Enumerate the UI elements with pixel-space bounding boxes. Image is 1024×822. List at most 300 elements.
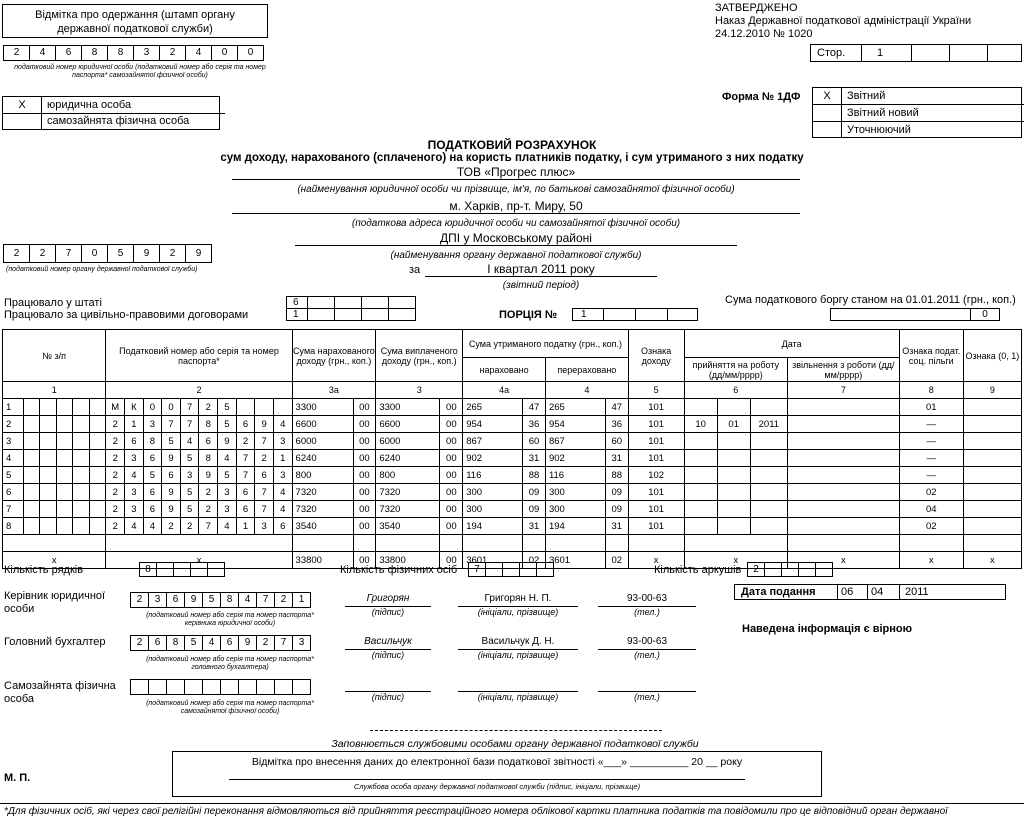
cell — [56, 450, 73, 467]
code-digit: 5 — [184, 635, 203, 651]
period-caption: (звітний період) — [502, 280, 580, 291]
income-sign: 101 — [628, 501, 684, 518]
withheld-accrued-kop: 09 — [523, 501, 546, 518]
total-x: x — [628, 552, 684, 569]
accrued-amount: 6000 — [292, 433, 353, 450]
withheld-paid: 116 — [545, 467, 605, 484]
sheets-box[interactable] — [748, 562, 833, 577]
row-number: 5 — [3, 467, 24, 484]
staff-box[interactable] — [286, 296, 416, 321]
id-digit: 1 — [125, 416, 144, 433]
col-w-accrued-index: 4а — [463, 382, 546, 399]
paid-kop: 00 — [440, 399, 463, 416]
code-digit: 2 — [256, 635, 275, 651]
portion-box[interactable] — [572, 308, 698, 321]
flag — [963, 518, 1021, 535]
col-id-header: Податковий номер або серія та номер паспорта* — [106, 330, 292, 382]
period-prefix: за — [409, 264, 421, 276]
official-fill-text: Заповнюється службовими особами органу державної податкової служби — [331, 738, 699, 750]
cell — [89, 518, 106, 535]
id-digit: 6 — [125, 433, 144, 450]
paid-kop: 00 — [440, 416, 463, 433]
code-digit[interactable] — [274, 679, 293, 695]
legal-entity-label: юридична особа — [41, 97, 225, 114]
accountant-code-caption: (податковий номер або серія та номер паспорта* головного бухгалтера) — [146, 656, 314, 671]
hire-day: 10 — [684, 416, 717, 433]
code-digit: 2 — [130, 635, 149, 651]
col-num-index: 1 — [3, 382, 106, 399]
fire-date — [787, 416, 899, 433]
self-code-caption: (податковий номер або серія та номер паспорта* самозайнятої фізичної особи) — [146, 700, 314, 715]
cell — [89, 467, 106, 484]
paid-amount: 3300 — [376, 399, 440, 416]
staff-label: Працювало у штаті — [4, 297, 102, 309]
hire-year — [750, 484, 787, 501]
hire-year — [750, 501, 787, 518]
form-type-new-mark[interactable] — [813, 105, 842, 122]
page-label: Стор. — [817, 47, 846, 59]
id-digit: 4 — [125, 467, 144, 484]
form-title: ПОДАТКОВИЙ РОЗРАХУНОК — [427, 138, 597, 152]
col-sign-index: 5 — [628, 382, 684, 399]
withheld-paid-kop: 09 — [605, 484, 628, 501]
paid-amount: 6000 — [376, 433, 440, 450]
flag — [963, 501, 1021, 518]
fire-date — [787, 484, 899, 501]
col-withheld-header: Сума утриманого податку (грн., коп.) — [463, 330, 629, 358]
self-phone — [598, 678, 696, 692]
paid-amount: 800 — [376, 467, 440, 484]
withheld-accrued-kop: 09 — [523, 484, 546, 501]
paid-kop: 00 — [440, 433, 463, 450]
cell — [899, 535, 963, 552]
withheld-accrued: 867 — [463, 433, 523, 450]
total-accrued: 33800 — [292, 552, 353, 569]
cell — [440, 535, 463, 552]
cell — [376, 535, 440, 552]
verified-text: Наведена інформація є вірною — [742, 623, 913, 635]
self-mark[interactable] — [3, 113, 42, 129]
id-digit: 4 — [273, 416, 292, 433]
id-digit: 2 — [180, 518, 199, 535]
cell — [40, 399, 57, 416]
flag — [963, 399, 1021, 416]
income-table — [2, 329, 1022, 569]
hire-month — [717, 433, 750, 450]
page-number: 1 — [877, 47, 884, 59]
accrued-amount: 7320 — [292, 484, 353, 501]
rows-count-box[interactable] — [140, 562, 225, 577]
db-mark-text: Відмітка про внесення даних до електронної бази податкової звітності «___» __________ 20 __ року — [251, 756, 743, 768]
paid-amount: 7320 — [376, 501, 440, 518]
flag — [963, 433, 1021, 450]
accrued-kop: 00 — [353, 518, 376, 535]
col-flag-header: Ознака (0, 1) — [963, 330, 1021, 382]
id-digit: 5 — [162, 433, 181, 450]
id-digit: 9 — [162, 450, 181, 467]
col-accrued-index: 3а — [292, 382, 376, 399]
withheld-accrued-kop: 60 — [523, 433, 546, 450]
hire-day — [684, 433, 717, 450]
rows-count-label: Кількість рядків — [4, 564, 84, 576]
withheld-accrued: 265 — [463, 399, 523, 416]
id-digit: 6 — [273, 518, 292, 535]
cell — [23, 484, 40, 501]
id-digit: 0 — [162, 399, 181, 416]
id-digit: 5 — [218, 467, 237, 484]
code-digit: 9 — [184, 592, 203, 608]
footnote: *Для фізичних осіб, які через свої релігійні переконання відмовляються від прийняття реєстраційного номера облікової картки платника податків та повідомили про це відповідний орган державної — [4, 806, 948, 817]
withheld-paid: 300 — [545, 501, 605, 518]
accrued-amount: 7320 — [292, 501, 353, 518]
hire-month — [717, 399, 750, 416]
id-digit: 3 — [180, 467, 199, 484]
fire-date — [787, 518, 899, 535]
cell — [353, 535, 376, 552]
code-digit[interactable] — [166, 679, 185, 695]
code-digit: 2 — [3, 244, 30, 263]
col-hire-index: 6 — [684, 382, 787, 399]
code-digit: 6 — [166, 592, 185, 608]
row-number: 8 — [3, 518, 24, 535]
income-sign: 101 — [628, 399, 684, 416]
withheld-accrued: 194 — [463, 518, 523, 535]
withheld-accrued: 116 — [463, 467, 523, 484]
cell — [23, 501, 40, 518]
accountant-code[interactable] — [131, 635, 311, 651]
debt-box[interactable] — [830, 308, 1000, 321]
cell — [40, 484, 57, 501]
id-digit: 2 — [199, 484, 218, 501]
benefit-sign: 02 — [899, 484, 963, 501]
self-signature-caption: (підпис) — [371, 692, 405, 702]
cell — [40, 467, 57, 484]
person-type-box — [2, 96, 220, 130]
hire-year: 2011 — [750, 416, 787, 433]
withheld-accrued-kop: 36 — [523, 416, 546, 433]
id-digit: 6 — [255, 467, 274, 484]
code-digit[interactable] — [202, 679, 221, 695]
cell — [73, 433, 90, 450]
hire-month — [717, 467, 750, 484]
hire-month — [717, 484, 750, 501]
form-label: Форма № 1ДФ — [722, 91, 801, 103]
cell — [545, 535, 605, 552]
self-employed-label: самозайнята фізична особа — [47, 115, 190, 127]
approved-line1: Наказ Державної податкової адміністрації України — [715, 15, 972, 27]
total-withheld-accrued-kop: 02 — [523, 552, 546, 569]
id-digit: 3 — [273, 433, 292, 450]
contract-label: Працювало за цивільно-правовими договорами — [4, 309, 249, 321]
code-digit: 8 — [107, 45, 134, 61]
cell — [3, 535, 106, 552]
accrued-kop: 00 — [353, 399, 376, 416]
benefit-sign: 01 — [899, 399, 963, 416]
hire-month — [717, 450, 750, 467]
rows-count-value: 8 — [139, 562, 157, 577]
cell — [89, 416, 106, 433]
withheld-paid-kop: 09 — [605, 501, 628, 518]
withheld-paid-kop: 31 — [605, 518, 628, 535]
accountant-signature: Васильчук — [345, 636, 431, 650]
form-type-new: Звітний новий — [841, 105, 1024, 122]
id-digit: 2 — [162, 518, 181, 535]
id-digit: 3 — [218, 484, 237, 501]
code-digit[interactable] — [130, 679, 149, 695]
total-withheld-paid-kop: 02 — [605, 552, 628, 569]
form-type-clarifying-mark[interactable] — [813, 122, 842, 137]
page-number-box — [810, 44, 1022, 62]
id-digit: 6 — [236, 416, 255, 433]
id-digit: 2 — [106, 416, 125, 433]
withheld-accrued-kop: 31 — [523, 518, 546, 535]
cell — [23, 416, 40, 433]
col-benefit-index: 8 — [899, 382, 963, 399]
total-x: x — [684, 552, 787, 569]
submit-day: 06 — [841, 586, 854, 598]
fire-date — [787, 467, 899, 484]
id-digit: 9 — [199, 467, 218, 484]
tax-office-code-caption: (податковий номер органу державної податкової служби) — [6, 266, 198, 273]
id-digit: 5 — [180, 450, 199, 467]
cell — [73, 501, 90, 518]
hire-day — [684, 484, 717, 501]
sheets-count-value: 2 — [747, 562, 765, 577]
table-row — [3, 518, 1022, 535]
id-digit: 7 — [180, 399, 199, 416]
id-digit: 3 — [273, 467, 292, 484]
id-digit: 9 — [218, 433, 237, 450]
code-digit[interactable] — [256, 679, 275, 695]
accrued-amount: 6240 — [292, 450, 353, 467]
cell — [23, 433, 40, 450]
id-digit: 4 — [180, 433, 199, 450]
cell — [73, 518, 90, 535]
persons-label: Кількість фізичних осіб — [340, 564, 458, 576]
taxpayer-code[interactable] — [4, 45, 264, 61]
income-sign: 101 — [628, 484, 684, 501]
cell — [73, 484, 90, 501]
code-digit[interactable] — [292, 679, 311, 695]
id-digit: К — [125, 399, 144, 416]
paid-kop: 00 — [440, 450, 463, 467]
benefit-sign: — — [899, 467, 963, 484]
col-paid-index: 3 — [376, 382, 463, 399]
legal-mark[interactable]: X — [3, 97, 42, 114]
cell — [56, 399, 73, 416]
id-digit: 2 — [199, 501, 218, 518]
debt-label: Сума податкового боргу станом на 01.01.2011 (грн., коп.) — [725, 294, 1016, 306]
row-number: 6 — [3, 484, 24, 501]
code-digit: 7 — [55, 244, 82, 263]
id-digit: 4 — [125, 518, 144, 535]
withheld-paid-kop: 88 — [605, 467, 628, 484]
director-signature-caption: (підпис) — [371, 607, 405, 617]
id-digit: 1 — [236, 518, 255, 535]
official-caption: Службова особа органу державної податкової служби (підпис, ініціали, прізвище) — [353, 782, 641, 791]
cell — [56, 484, 73, 501]
approved-line2: 24.12.2010 № 1020 — [715, 28, 813, 40]
id-digit: 8 — [199, 450, 218, 467]
id-digit: 7 — [199, 518, 218, 535]
withheld-accrued-kop: 88 — [523, 467, 546, 484]
table-row — [3, 501, 1022, 518]
cell — [787, 535, 899, 552]
sheets-label: Кількість аркушів — [654, 564, 742, 576]
total-accrued-kop: 00 — [353, 552, 376, 569]
code-digit[interactable] — [184, 679, 203, 695]
id-digit: 2 — [236, 433, 255, 450]
col-accrued-header: Сума нарахованого доходу (грн., коп.) — [292, 330, 376, 382]
code-digit: 4 — [185, 45, 212, 61]
portion-label: ПОРЦІЯ № — [499, 309, 558, 321]
id-digit: 4 — [273, 501, 292, 518]
withheld-paid-kop: 36 — [605, 416, 628, 433]
accrued-amount: 6600 — [292, 416, 353, 433]
total-x: x — [3, 552, 106, 569]
code-digit: 4 — [238, 592, 257, 608]
approved-title: ЗАТВЕРДЖЕНО — [715, 2, 798, 14]
cell — [23, 450, 40, 467]
hire-year — [750, 467, 787, 484]
id-digit: 8 — [199, 416, 218, 433]
cell — [89, 450, 106, 467]
income-sign: 101 — [628, 416, 684, 433]
id-digit: 0 — [143, 399, 162, 416]
id-digit: 7 — [180, 416, 199, 433]
id-digit: 9 — [162, 484, 181, 501]
self-name-caption: (ініціали, прізвище) — [477, 692, 559, 702]
table-row — [3, 450, 1022, 467]
id-digit: 5 — [180, 484, 199, 501]
hire-month — [717, 518, 750, 535]
code-digit: 5 — [202, 592, 221, 608]
contract-value: 1 — [293, 309, 299, 320]
paid-kop: 00 — [440, 484, 463, 501]
col-w-paid-index: 4 — [545, 382, 628, 399]
self-signature — [345, 678, 431, 692]
org-address: м. Харків, пр-т. Миру, 50 — [232, 199, 800, 214]
cell — [40, 416, 57, 433]
portion-value: 1 — [581, 309, 587, 320]
total-withheld-paid: 3601 — [545, 552, 605, 569]
benefit-sign: — — [899, 450, 963, 467]
withheld-paid: 194 — [545, 518, 605, 535]
director-code[interactable] — [131, 592, 311, 608]
id-digit: 7 — [255, 433, 274, 450]
total-x: x — [963, 552, 1021, 569]
fire-date — [787, 450, 899, 467]
id-digit: 6 — [143, 484, 162, 501]
row-number: 4 — [3, 450, 24, 467]
code-digit[interactable] — [148, 679, 167, 695]
submit-date-box[interactable] — [734, 584, 1006, 600]
id-digit: 5 — [218, 399, 237, 416]
tax-office-code[interactable] — [4, 244, 212, 263]
paid-amount: 3540 — [376, 518, 440, 535]
cell — [106, 535, 292, 552]
org-name: ТОВ «Прогрес плюс» — [232, 165, 800, 180]
cell — [605, 535, 628, 552]
col-flag-index: 9 — [963, 382, 1021, 399]
self-code[interactable] — [131, 679, 311, 695]
director-code-caption: (податковий номер або серія та номер паспорта* керівника юридичної особи) — [146, 612, 314, 627]
hire-year — [750, 399, 787, 416]
col-id-index: 2 — [106, 382, 292, 399]
cell — [89, 484, 106, 501]
cell — [23, 399, 40, 416]
row-number: 7 — [3, 501, 24, 518]
col-withheld-paid-header: перераховано — [545, 358, 628, 382]
id-digit: 3 — [125, 501, 144, 518]
hire-month: 01 — [717, 416, 750, 433]
id-digit: 6 — [143, 450, 162, 467]
hire-day — [684, 467, 717, 484]
accountant-signature-caption: (підпис) — [371, 650, 405, 660]
cell — [963, 535, 1021, 552]
stamp-box: Відмітка про одержання (штамп органу державної податкової служби) — [2, 4, 268, 38]
accountant-label: Головний бухгалтер — [4, 636, 106, 648]
id-digit: 6 — [162, 467, 181, 484]
id-digit: 2 — [106, 484, 125, 501]
benefit-sign: 02 — [899, 518, 963, 535]
id-digit: 5 — [180, 501, 199, 518]
col-withheld-accrued-header: нараховано — [463, 358, 546, 382]
code-digit: 5 — [107, 244, 134, 263]
form-type-mark[interactable]: X — [813, 88, 842, 105]
code-digit: 7 — [256, 592, 275, 608]
total-x: x — [787, 552, 899, 569]
code-digit[interactable] — [220, 679, 239, 695]
cell — [40, 450, 57, 467]
total-paid: 33800 — [376, 552, 440, 569]
id-digit: 2 — [106, 501, 125, 518]
code-digit[interactable] — [238, 679, 257, 695]
persons-box[interactable] — [469, 562, 554, 577]
row-number: 2 — [3, 416, 24, 433]
submit-month: 04 — [871, 586, 884, 598]
withheld-paid: 867 — [545, 433, 605, 450]
id-digit: 9 — [162, 501, 181, 518]
id-digit: 6 — [236, 501, 255, 518]
withheld-paid-kop: 60 — [605, 433, 628, 450]
cell — [56, 467, 73, 484]
period: І квартал 2011 року — [425, 262, 657, 277]
col-fire-header: звільнення з роботи (дд/мм/рррр) — [787, 358, 899, 382]
id-digit: М — [106, 399, 125, 416]
cell — [56, 501, 73, 518]
cell — [56, 416, 73, 433]
footnote-divider — [0, 803, 1024, 804]
cell — [23, 518, 40, 535]
withheld-paid-kop: 47 — [605, 399, 628, 416]
cell — [89, 433, 106, 450]
id-digit: 2 — [106, 450, 125, 467]
code-digit: 9 — [238, 635, 257, 651]
accountant-phone: 93-00-63 — [598, 636, 696, 650]
col-hire-header: прийняття на роботу (дд/мм/рррр) — [684, 358, 787, 382]
table-row — [3, 484, 1022, 501]
benefit-sign: — — [899, 416, 963, 433]
form-type-clarifying: Уточнюючий — [847, 124, 911, 136]
id-digit: 7 — [236, 450, 255, 467]
code-digit: 7 — [274, 635, 293, 651]
total-x: x — [106, 552, 292, 569]
accrued-amount: 800 — [292, 467, 353, 484]
income-sign: 101 — [628, 518, 684, 535]
code-digit: 3 — [292, 635, 311, 651]
income-sign: 102 — [628, 467, 684, 484]
